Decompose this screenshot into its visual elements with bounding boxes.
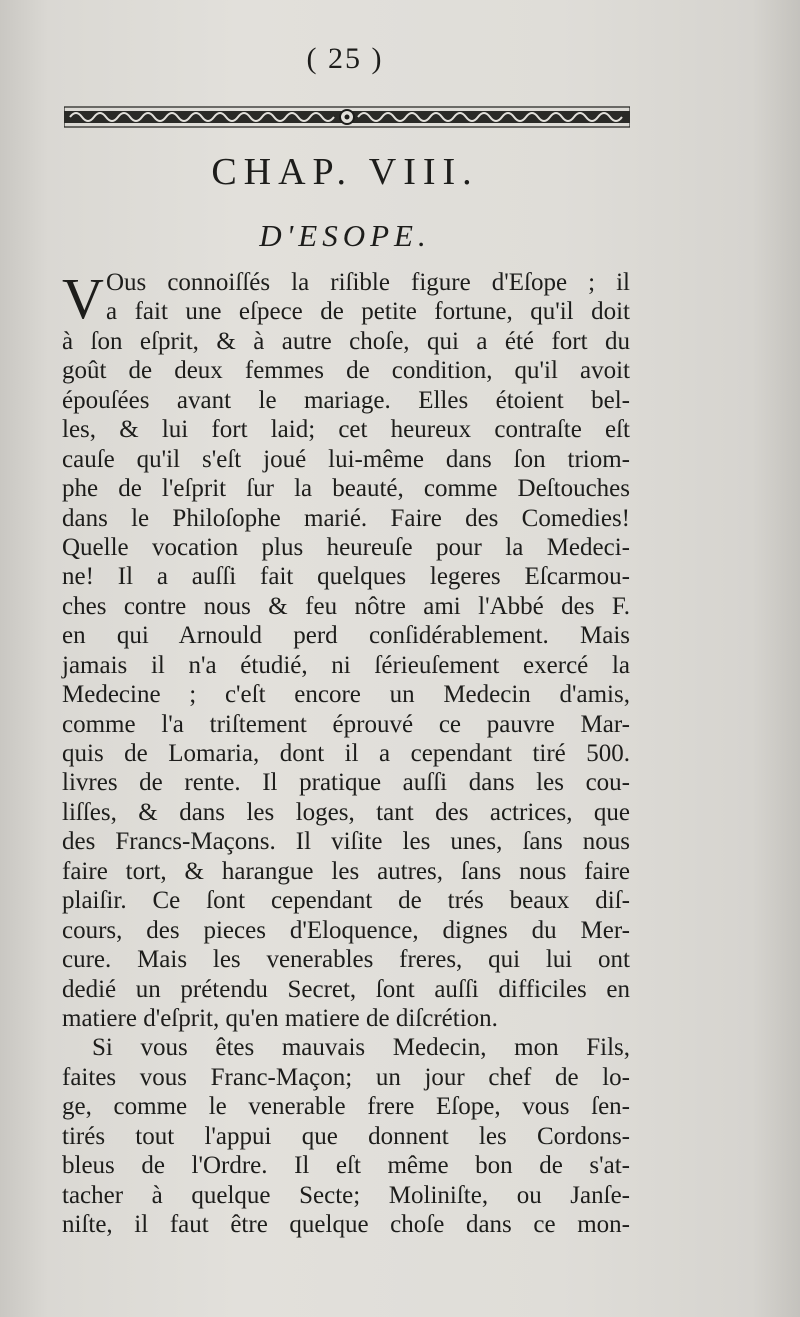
decorative-ornament-band xyxy=(64,104,630,130)
text-line: dans le Philoſophe marié. Faire des Comedies! xyxy=(62,504,630,532)
text-line: ches contre nous & feu nôtre ami l'Abbé des F. xyxy=(62,592,630,620)
text-line: ne! Il a auſſi fait quelques legeres Eſcarmou- xyxy=(62,563,630,591)
text-line: liſſes, & dans les loges, tant des actrices, que xyxy=(62,798,630,826)
text-line: faire tort, & harangue les autres, ſans nous faire xyxy=(62,857,630,885)
text-line: quis de Lomaria, dont il a cependant tiré 500. xyxy=(62,740,630,767)
text-line: Ous connoiſſés la riſible figure d'Eſope ; il xyxy=(106,269,630,296)
text-line: épouſées avant le mariage. Elles étoient bel- xyxy=(62,386,630,414)
text-line: plaiſir. Ce ſont cependant de trés beaux diſ- xyxy=(62,887,630,915)
text-line: ge, comme le venerable frere Eſope, vous ſen- xyxy=(62,1093,630,1121)
text-line: livres de rente. Il pratique auſſi dans les cou- xyxy=(62,769,630,797)
text-line: les, & lui fort laid; cet heureux contraſte eſt xyxy=(62,416,630,444)
text-line: matiere d'eſprit, qu'en matiere de diſcrétion. xyxy=(62,1004,498,1032)
body-text xyxy=(62,268,630,1239)
text-line: Si vous êtes mauvais Medecin, mon Fils, xyxy=(92,1034,630,1062)
text-line: tacher à quelque Secte; Moliniſte, ou Janſe- xyxy=(62,1181,630,1209)
text-line: comme l'a triſtement éprouvé ce pauvre Mar- xyxy=(62,710,630,738)
chapter-subtitle: D'ESOPE. xyxy=(259,218,431,253)
text-line: faites vous Franc-Maçon; un jour chef de lo- xyxy=(62,1063,630,1091)
text-line: cure. Mais les venerables freres, qui lui ont xyxy=(62,946,630,974)
text-line: en qui Arnould perd conſidérablement. Mais xyxy=(62,622,630,650)
text-line: a fait une eſpece de petite fortune, qu'il doit xyxy=(106,298,630,326)
page-number: ( 25 ) xyxy=(306,42,384,75)
text-line: tirés tout l'appui que donnent les Cordons- xyxy=(62,1122,630,1150)
text-line: à ſon eſprit, & à autre choſe, qui a été fort du xyxy=(62,327,630,355)
drop-cap: V xyxy=(62,266,104,331)
text-line: phe de l'eſprit ſur la beauté, comme Deſtouches xyxy=(62,475,630,503)
text-line: cauſe qu'il s'eſt joué lui-même dans ſon triom- xyxy=(62,445,630,473)
text-line: bleus de l'Ordre. Il eſt même bon de s'at- xyxy=(62,1152,630,1180)
text-line: des Francs-Maçons. Il viſite les unes, ſans nous xyxy=(62,828,630,856)
text-line: Quelle vocation plus heureuſe pour la Medeci- xyxy=(62,533,630,561)
text-line: cours, des pieces d'Eloquence, dignes du Mer- xyxy=(62,916,630,944)
text-line: Medecine ; c'eſt encore un Medecin d'amis, xyxy=(62,681,630,709)
text-line: jamais il n'a étudié, ni ſérieuſement exercé la xyxy=(62,651,630,679)
chapter-title: CHAP. VIII. xyxy=(211,151,479,193)
text-line: dedié un prétendu Secret, ſont auſſi difficiles en xyxy=(62,975,630,1003)
text-line: niſte, il faut être quelque choſe dans ce mon- xyxy=(62,1211,630,1238)
text-line: goût de deux femmes de condition, qu'il avoit xyxy=(62,357,630,385)
